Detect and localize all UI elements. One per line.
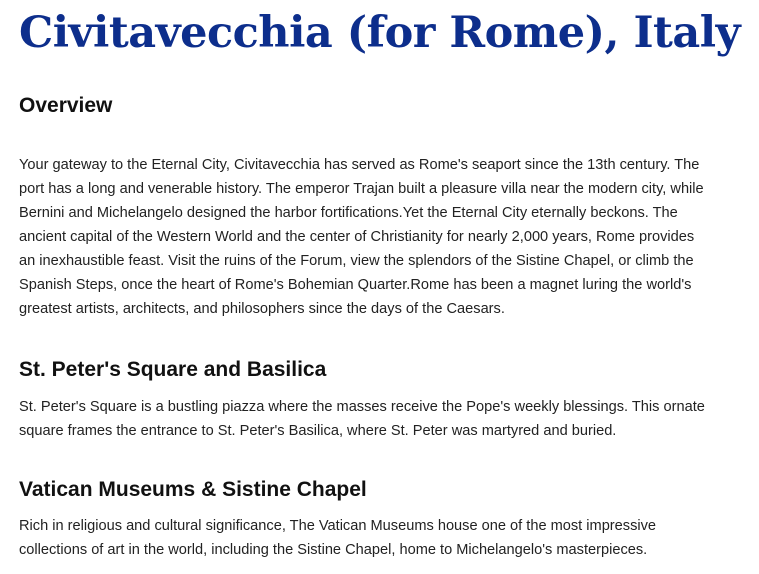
st-peters-line: square frames the entrance to St. Peter's Basilica, where St. Peter was martyred and buried. [19,423,617,439]
st-peters-paragraph [19,395,759,443]
overview-line: Your gateway to the Eternal City, Civitavecchia has served as Rome's seaport since the 13th century. The [19,157,700,173]
vatican-line: collections of art in the world, including the Sistine Chapel, home to Michelangelo's masterpieces. [19,542,648,558]
vatican-paragraph [19,514,759,562]
overview-heading: Overview [19,94,113,117]
overview-line: port has a long and venerable history. The emperor Trajan built a pleasure villa near the modern city, while [19,181,704,197]
overview-line: greatest artists, architects, and philosophers since the days of the Caesars. [19,301,505,317]
overview-paragraph [19,153,759,321]
vatican-heading: Vatican Museums & Sistine Chapel [19,478,367,501]
page-title: Civitavecchia (for Rome), Italy [19,8,741,58]
st-peters-line: St. Peter's Square is a bustling piazza where the masses receive the Pope's weekly blessings. This ornate [19,399,705,415]
overview-line: an inexhaustible feast. Visit the ruins of the Forum, view the splendors of the Sistine Chapel, or climb the [19,253,694,269]
vatican-line: Rich in religious and cultural significance, The Vatican Museums house one of the most impressive [19,518,657,534]
overview-line: Spanish Steps, once the heart of Rome's Bohemian Quarter.Rome has been a magnet luring the world's [19,277,692,293]
st-peters-heading: St. Peter's Square and Basilica [19,358,327,381]
overview-line: Bernini and Michelangelo designed the harbor fortifications.Yet the Eternal City eternally beckons. The [19,205,678,221]
overview-line: ancient capital of the Western World and the center of Christianity for nearly 2,000 years, Rome provides [19,229,695,245]
